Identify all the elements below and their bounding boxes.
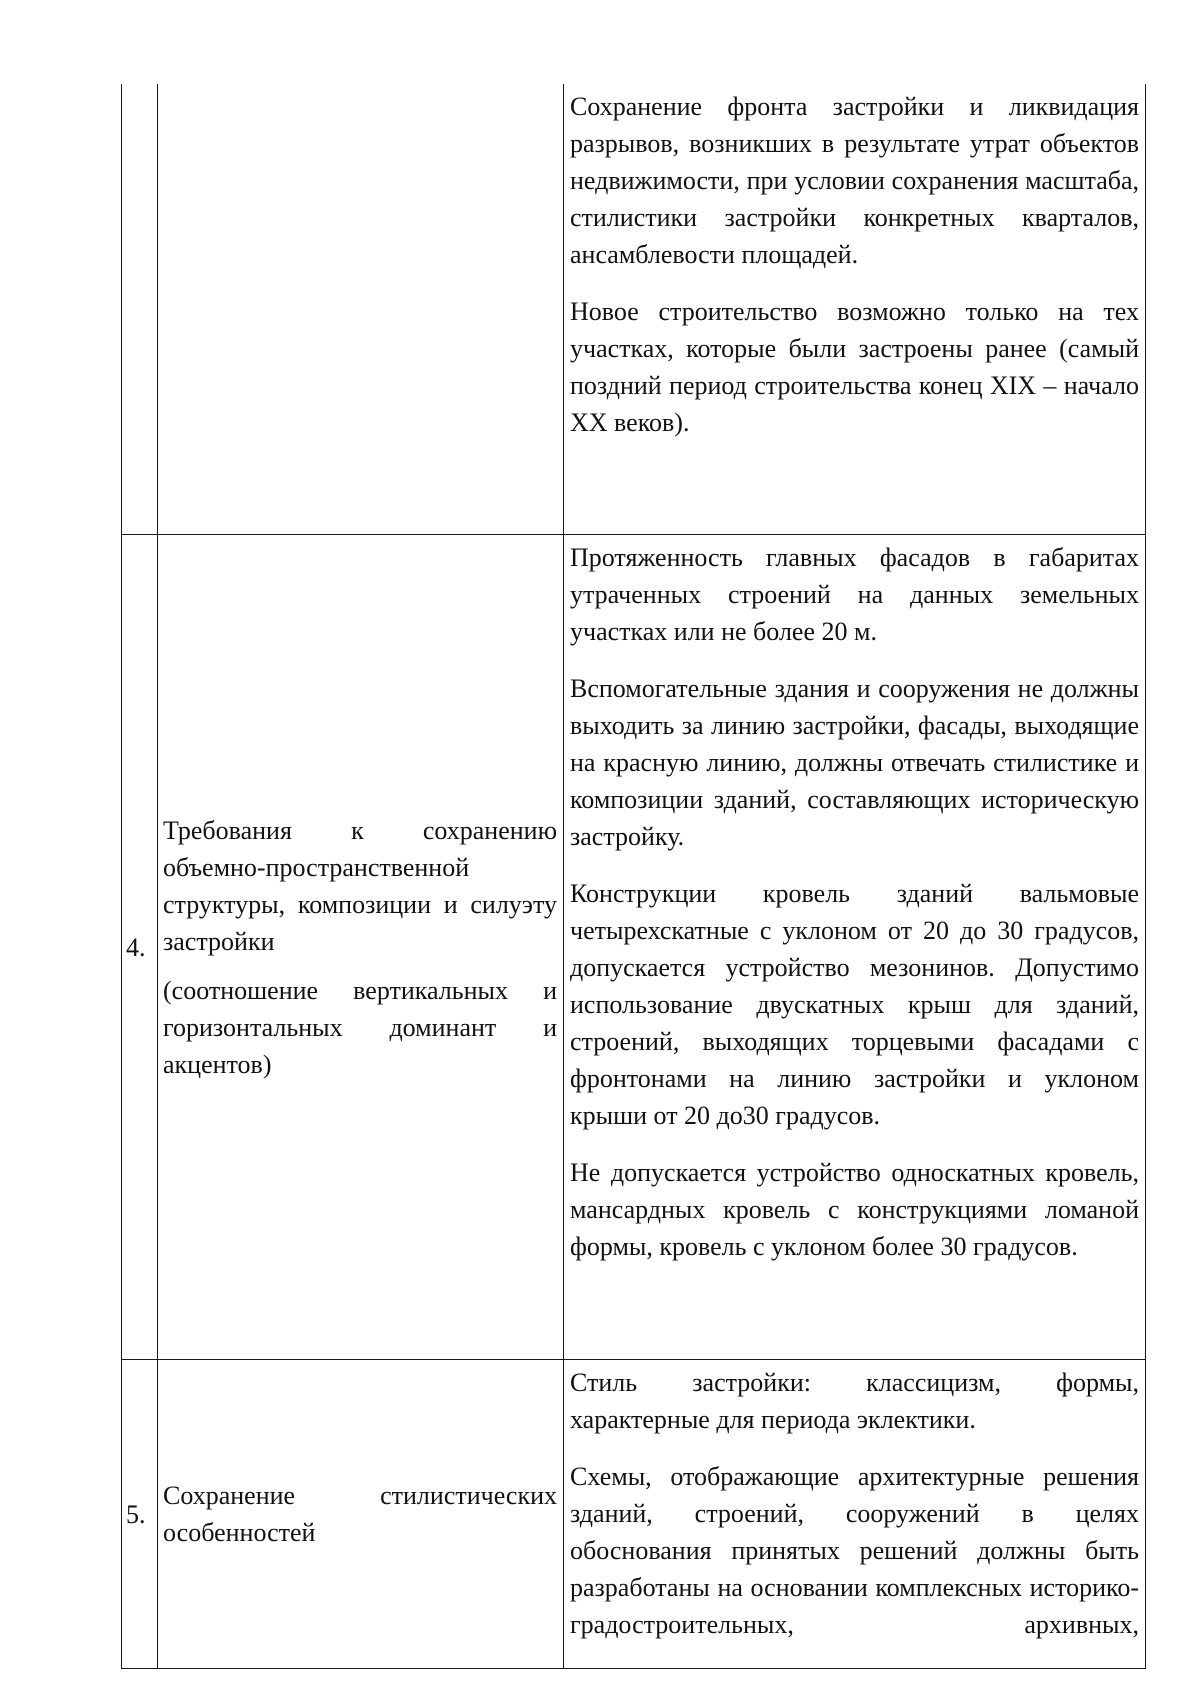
requirement-paragraph: Протяженность главных фасадов в габаритах утраченных строений на данных земельных участках или не более 20 м. [570,543,1139,646]
criterion-paragraph: Сохранение стилистических особенностей [163,1481,557,1547]
criterion-paragraph: (соотношение вертикальных и горизонтальных доминант и акцентов) [163,975,557,1079]
criterion-cell [158,1360,564,1669]
regulations-table [121,84,1146,1669]
criterion-cell [158,84,564,535]
requirements-cell [564,535,1146,1360]
requirement-paragraph: Схемы, отображающие архитектурные решения зданий, строений, сооружений в целях обоснования принятых решений должны быть разработаны на основании комплексных историко-градостроительных, архивных, [570,1462,1139,1639]
requirement-paragraph: Стиль застройки: классицизм, формы, характерные для периода эклектики. [570,1368,1139,1434]
criterion-paragraph: Требования к сохранению объемно-пространственной структуры, композиции и силуэту застройки [163,815,557,956]
requirements-cell [564,84,1146,535]
row-number: 4. [122,535,158,1360]
table-row [122,1360,1146,1669]
criterion-cell [158,535,564,1360]
row-number: 5. [122,1360,158,1669]
requirement-paragraph: Вспомогательные здания и сооружения не должны выходить за линию застройки, фасады, выходящие на красную линию, должны отвечать стилистике и композиции зданий, составляющих историческую застройку. [570,674,1139,851]
requirement-paragraph: Новое строительство возможно только на тех участках, которые были застроены ранее (самый поздний период строительства конец XIX – начало XX веков). [570,297,1139,437]
row-number [122,84,158,535]
table-row [122,535,1146,1360]
table-row [122,84,1146,535]
requirements-cell [564,1360,1146,1669]
requirement-paragraph: Конструкции кровель зданий вальмовые четырехскатные с уклоном от 20 до 30 градусов, допускается устройство мезонинов. Допустимо использование двускатных крыш для зданий, строений, выходящих торцевыми фасадами с фронтонами на линию застройки и уклоном крыши от 20 до30 градусов. [570,879,1139,1130]
requirement-paragraph: Не допускается устройство односкатных кровель, мансардных кровель с конструкциями ломаной формы, кровель с уклоном более 30 градусов. [570,1158,1139,1261]
requirement-paragraph: Сохранение фронта застройки и ликвидация разрывов, возникших в результате утрат объектов недвижимости, при условии сохранения масштаба, стилистики застройки конкретных кварталов, ансамблевости площадей. [570,92,1139,269]
